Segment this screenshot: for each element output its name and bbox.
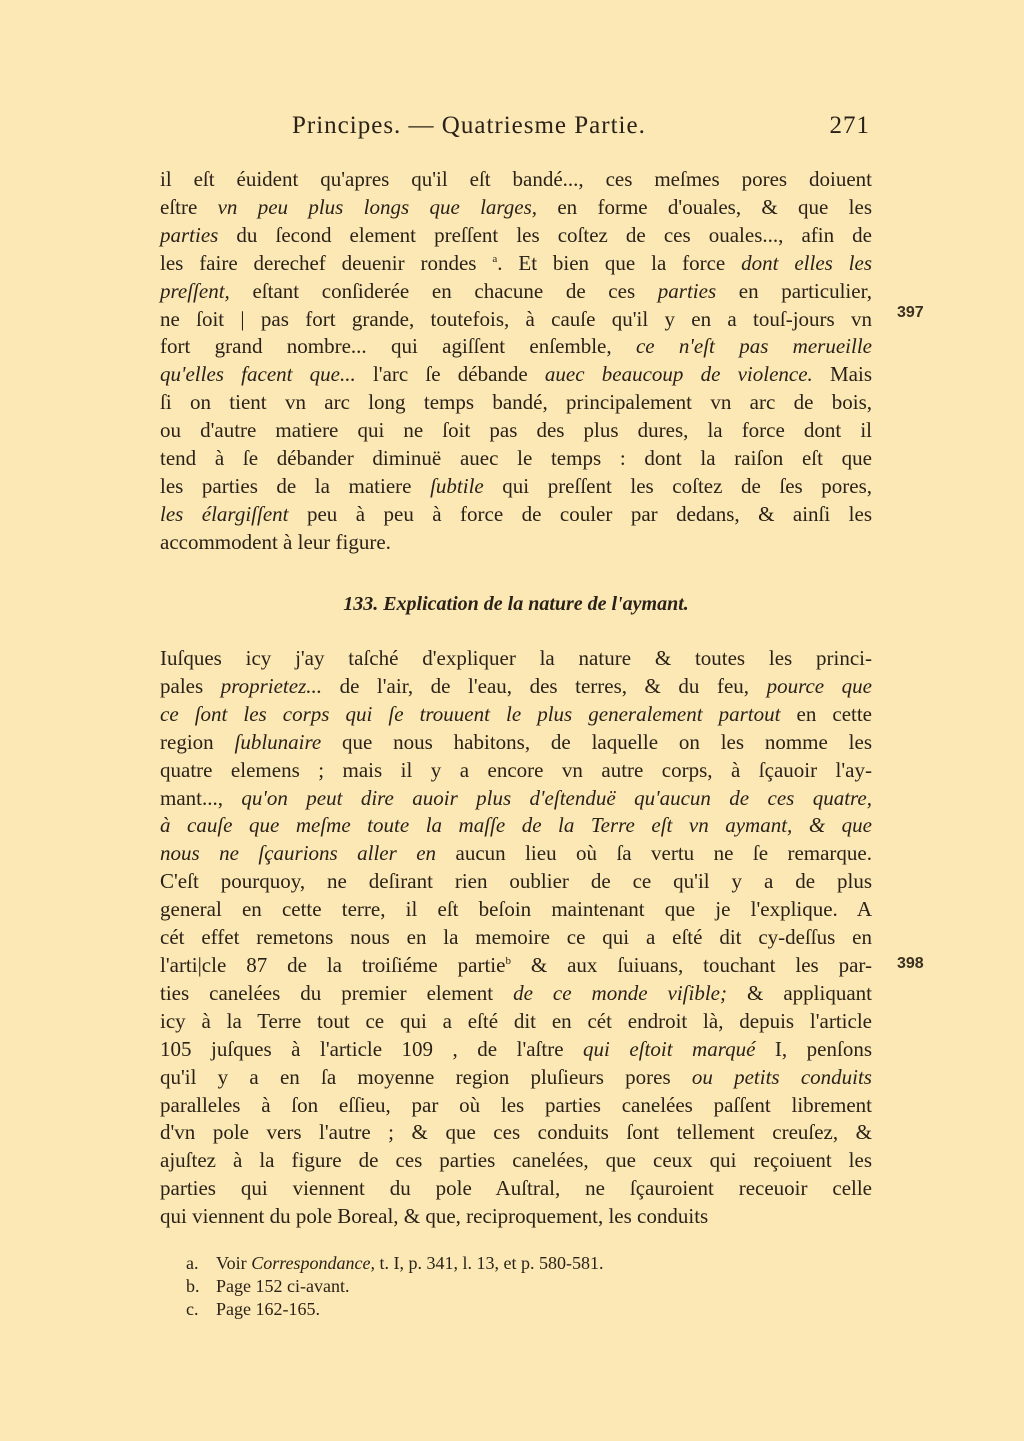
text-run: cét effet remetons nous en la memoire ce qui a eſté dit cy-deſſus en: [160, 925, 872, 950]
text-line: [160, 333, 872, 361]
text-run: ſi on tient vn arc long temps bandé, principalement vn arc de bois,: [160, 390, 872, 415]
text-run: preſſent,: [160, 278, 230, 303]
footnote-mark: a.: [186, 1253, 199, 1273]
text-line: [160, 924, 872, 952]
page-number: 271: [829, 112, 870, 139]
text-run: region: [160, 729, 235, 754]
footnote-ref: a: [492, 252, 498, 265]
text-line: [160, 1119, 872, 1147]
text-run: ajuſtez à la figure de ces parties canelées, que ceux qui reçoiuent les: [160, 1148, 872, 1173]
text-run: dont elles les: [741, 250, 873, 275]
text-run: . Et bien que la force: [497, 250, 742, 275]
text-run: parties: [160, 222, 219, 247]
text-run: du ſecond element preſſent les coſtez de ces ouales..., afin de: [218, 222, 872, 247]
text-run: l'arc ſe débande: [355, 362, 545, 387]
text-line: [160, 166, 872, 194]
text-run: 105 juſques à l'article 109 , de l'aſtre: [160, 1036, 584, 1061]
text-run: les faire derechef deuenir rondes: [160, 250, 493, 275]
text-run: d'vn pole vers l'autre ; & que ces conduits ſont tellement creuſez, &: [160, 1120, 872, 1145]
text-line: [160, 729, 872, 757]
text-run: ne ſoit | pas fort grande, toutefois, à cauſe qu'il y en a touſ-jours vn: [160, 306, 872, 331]
text-run: mant...,: [160, 785, 242, 810]
text-run: qui viennent du pole Boreal, & que, reciproquement, les conduits: [160, 1204, 709, 1229]
text-line: [160, 1008, 872, 1036]
text-run: accommodent à leur figure.: [160, 529, 391, 554]
text-run: & aux ſuiuans, touchant les par-: [510, 952, 873, 977]
text-run: parties qui viennent du pole Auſtral, ne ſçauroient receuoir celle: [160, 1176, 872, 1201]
text-line: [160, 389, 872, 417]
text-run: en cette: [780, 701, 872, 726]
text-run: de ce monde viſible;: [513, 980, 727, 1005]
text-run: à cauſe que meſme toute la maſſe de la Terre eſt vn aymant, & que: [160, 813, 872, 838]
text-run: qu'il y a en ſa moyenne region pluſieurs pores: [160, 1064, 692, 1089]
text-line: [160, 757, 872, 785]
text-line: [160, 222, 872, 250]
text-line: [160, 673, 872, 701]
text-line: [160, 645, 872, 673]
text-run: les parties de la matiere: [160, 473, 431, 498]
text-run: Page 162-165.: [216, 1299, 320, 1319]
text-run: Mais: [812, 362, 873, 387]
text-run: vn peu plus longs que larges,: [217, 194, 538, 219]
text-run: en particulier,: [716, 278, 872, 303]
text-line: [160, 701, 872, 729]
text-line: [160, 1175, 872, 1203]
text-line: [160, 896, 872, 924]
text-line: [160, 785, 872, 813]
text-line: [160, 473, 872, 501]
text-run: Page 152 ci-avant.: [216, 1276, 350, 1296]
text-run: proprietez...: [220, 673, 323, 698]
text-line: [160, 1036, 872, 1064]
text-line: [160, 1064, 872, 1092]
footnote: [186, 1252, 604, 1275]
text-run: eſtre: [160, 194, 218, 219]
text-run: peu à peu à force de couler par dedans, & ainſi les: [288, 501, 872, 526]
footnote: [186, 1298, 604, 1321]
text-run: qui preſſent les coſtez de ſes pores,: [483, 473, 872, 498]
text-line: [160, 840, 872, 868]
text-run: Voir: [216, 1253, 252, 1273]
text-line: [160, 1147, 872, 1175]
text-run: eſtant conſiderée en chacune de ces: [229, 278, 658, 303]
text-run: quatre elemens ; mais il y a encore vn autre corps, à ſçauoir l'ay-: [160, 757, 872, 782]
text-line: [160, 980, 872, 1008]
section-title: 133. Explication de la nature de l'aymant.: [343, 593, 689, 615]
margin-note-398: 398: [897, 955, 924, 972]
text-line: [160, 1203, 872, 1231]
footnote-ref: b: [505, 954, 511, 967]
text-run: il eſt éuident qu'apres qu'il eſt bandé..., ces meſmes pores doiuent: [160, 167, 872, 191]
text-run: parties: [657, 278, 717, 303]
footnote: [186, 1275, 604, 1298]
text-line: [160, 306, 872, 334]
text-line: [160, 812, 872, 840]
text-run: icy à la Terre tout ce qui a eſté dit en cét endroit là, depuis l'article: [160, 1008, 872, 1033]
text-line: [160, 952, 872, 980]
text-line: [160, 194, 872, 222]
text-run: I, penſons: [755, 1036, 872, 1061]
text-run: ſublunaire: [234, 729, 322, 754]
text-run: les élargiſſent: [160, 501, 289, 526]
text-run: & appliquant: [727, 980, 872, 1005]
text-run: qu'on peut dire auoir plus d'eſtenduë qu'aucun de ces quatre,: [241, 785, 872, 810]
text-run: ce ſont les corps qui ſe trouuent le plus generalement partout: [160, 701, 781, 726]
text-run: ties canelées du premier element: [160, 980, 514, 1005]
text-run: en forme d'ouales, & que les: [537, 194, 872, 219]
text-run: auec beaucoup de violence.: [544, 362, 813, 387]
text-run: ce n'eſt pas merueille: [635, 334, 872, 359]
text-run: l'arti|cle 87 de la troiſiéme partie: [160, 952, 506, 977]
text-run: general en cette terre, il eſt beſoin maintenant que je l'explique. A: [160, 897, 872, 922]
text-run: fort grand nombre... qui agiſſent enſemble,: [160, 334, 636, 359]
text-run: nous ne ſçaurions aller en: [160, 841, 437, 866]
text-line: [160, 868, 872, 896]
paragraph-1: [160, 166, 872, 557]
text-run: qui eſtoit marqué: [583, 1036, 756, 1061]
text-line: [160, 278, 872, 306]
text-run: ou petits conduits: [691, 1064, 872, 1089]
footnote-mark: c.: [186, 1299, 199, 1319]
running-title: Principes. — Quatriesme Partie.: [292, 112, 646, 139]
text-run: C'eſt pourquoy, ne deſirant rien oublier de ce qu'il y a de plus: [160, 869, 872, 894]
text-run: ou d'autre matiere qui ne ſoit pas des plus dures, la force dont il: [160, 418, 872, 443]
text-run: Correspondance,: [251, 1253, 376, 1273]
paragraph-2: [160, 645, 872, 1231]
text-line: [160, 417, 872, 445]
text-run: paralleles à ſon eſſieu, par où les parties canelées paſſent librement: [160, 1092, 872, 1117]
text-line: [160, 445, 872, 473]
text-line: [160, 1092, 872, 1120]
text-run: pales: [160, 673, 221, 698]
text-run: que nous habitons, de laquelle on les nomme les: [321, 729, 872, 754]
text-line: [160, 501, 872, 529]
text-run: t. I, p. 341, l. 13, et p. 580-581.: [375, 1253, 604, 1273]
text-run: qu'elles facent que...: [160, 362, 356, 387]
text-line: [160, 529, 872, 557]
text-line: [160, 361, 872, 389]
margin-note-397: 397: [897, 304, 924, 321]
footnote-mark: b.: [186, 1276, 200, 1296]
footnotes: [186, 1252, 604, 1321]
text-run: pource que: [766, 673, 872, 698]
text-run: de l'air, de l'eau, des terres, & du feu,: [322, 673, 767, 698]
text-run: aucun lieu où ſa vertu ne ſe remarque.: [436, 841, 872, 866]
text-run: tend à ſe débander diminuë auec le temps : dont la raiſon eſt que: [160, 446, 872, 471]
text-line: [160, 250, 872, 278]
text-run: ſubtile: [430, 473, 484, 498]
text-run: Iuſques icy j'ay taſché d'expliquer la nature & toutes les princi-: [160, 646, 872, 670]
